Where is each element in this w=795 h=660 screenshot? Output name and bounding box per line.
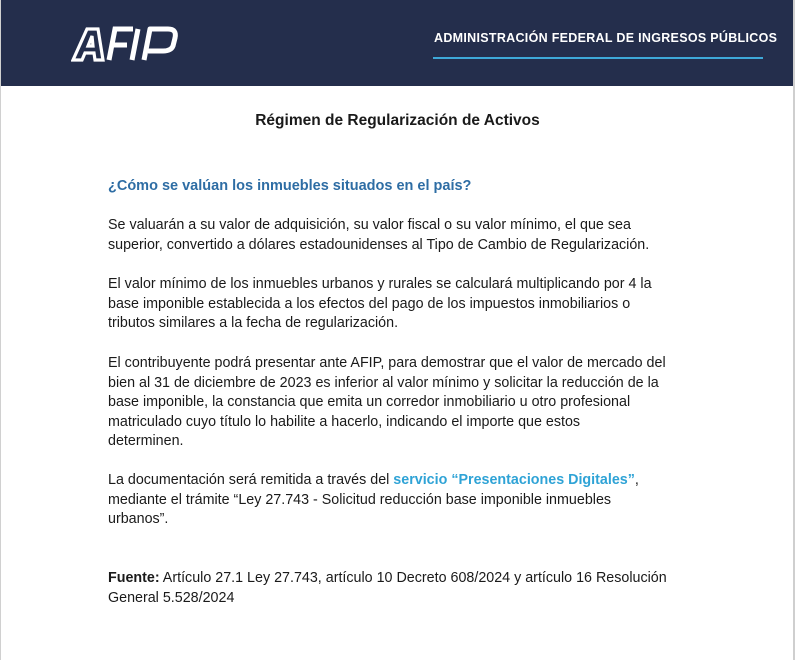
paragraph-taxpayer: [108, 354, 708, 452]
paragraph-text: La documentación será remitida a través del: [108, 472, 394, 488]
paragraph-line: Se valuarán a su valor de adquisición, su valor fiscal o su valor mínimo, el que sea: [108, 217, 631, 233]
page-border-left: [0, 0, 1, 660]
paragraph-line: [108, 569, 708, 589]
source-label: Fuente:: [108, 570, 160, 586]
paragraph-line: matriculado cuyo título lo habilite a hacerlo, indicando el importe que estos: [108, 413, 581, 430]
paragraph-line: El valor mínimo de los inmuebles urbanos y rurales se calculará multiplicando por 4 la: [108, 276, 652, 292]
header-banner: [1, 0, 793, 86]
paragraph-line: superior, convertido a dólares estadounidenses al Tipo de Cambio de Regularización.: [108, 236, 650, 253]
paragraph-line: El contribuyente podrá presentar ante AFIP, para demostrar que el valor de mercado del: [108, 355, 666, 371]
source-text: Artículo 27.1 Ley 27.743, artículo 10 Decreto 608/2024 y artículo 16 Resolución: [159, 570, 667, 586]
paragraph-line: General 5.528/2024: [108, 589, 235, 606]
paragraph-line: determinen.: [108, 433, 184, 450]
paragraph-line: tributos similares a la fecha de regularización.: [108, 315, 399, 332]
paragraph-line: bien al 31 de diciembre de 2023 es inferior al valor mínimo y solicitar la reducción de la: [108, 374, 659, 391]
paragraph-text: ,: [634, 472, 639, 488]
paragraph-minimum-value: [108, 275, 708, 334]
paragraph-line: base imponible, la constancia que emita un corredor inmobiliario u otro profesional: [108, 394, 631, 411]
paragraph-valuation: [108, 216, 708, 255]
agency-name: ADMINISTRACIÓN FEDERAL DE INGRESOS PÚBLICOS: [434, 31, 778, 45]
question-heading: ¿Cómo se valúan los inmuebles situados en el país?: [108, 178, 472, 194]
document-title: Régimen de Regularización de Activos: [255, 112, 540, 129]
paragraph-line: [108, 471, 708, 491]
paragraph-documentation: [108, 471, 708, 530]
afip-logo: [71, 26, 183, 62]
agency-underline: [433, 57, 763, 59]
paragraph-line: mediante el trámite “Ley 27.743 - Solicitud reducción base imponible inmuebles: [108, 491, 612, 508]
paragraph-line: urbanos”.: [108, 511, 169, 528]
paragraph-line: base imponible establecida a los efectos del pago de los impuestos inmobiliarios o: [108, 295, 631, 312]
presentaciones-digitales-link[interactable]: servicio “Presentaciones Digitales”: [393, 472, 635, 488]
source-citation: [108, 569, 708, 608]
